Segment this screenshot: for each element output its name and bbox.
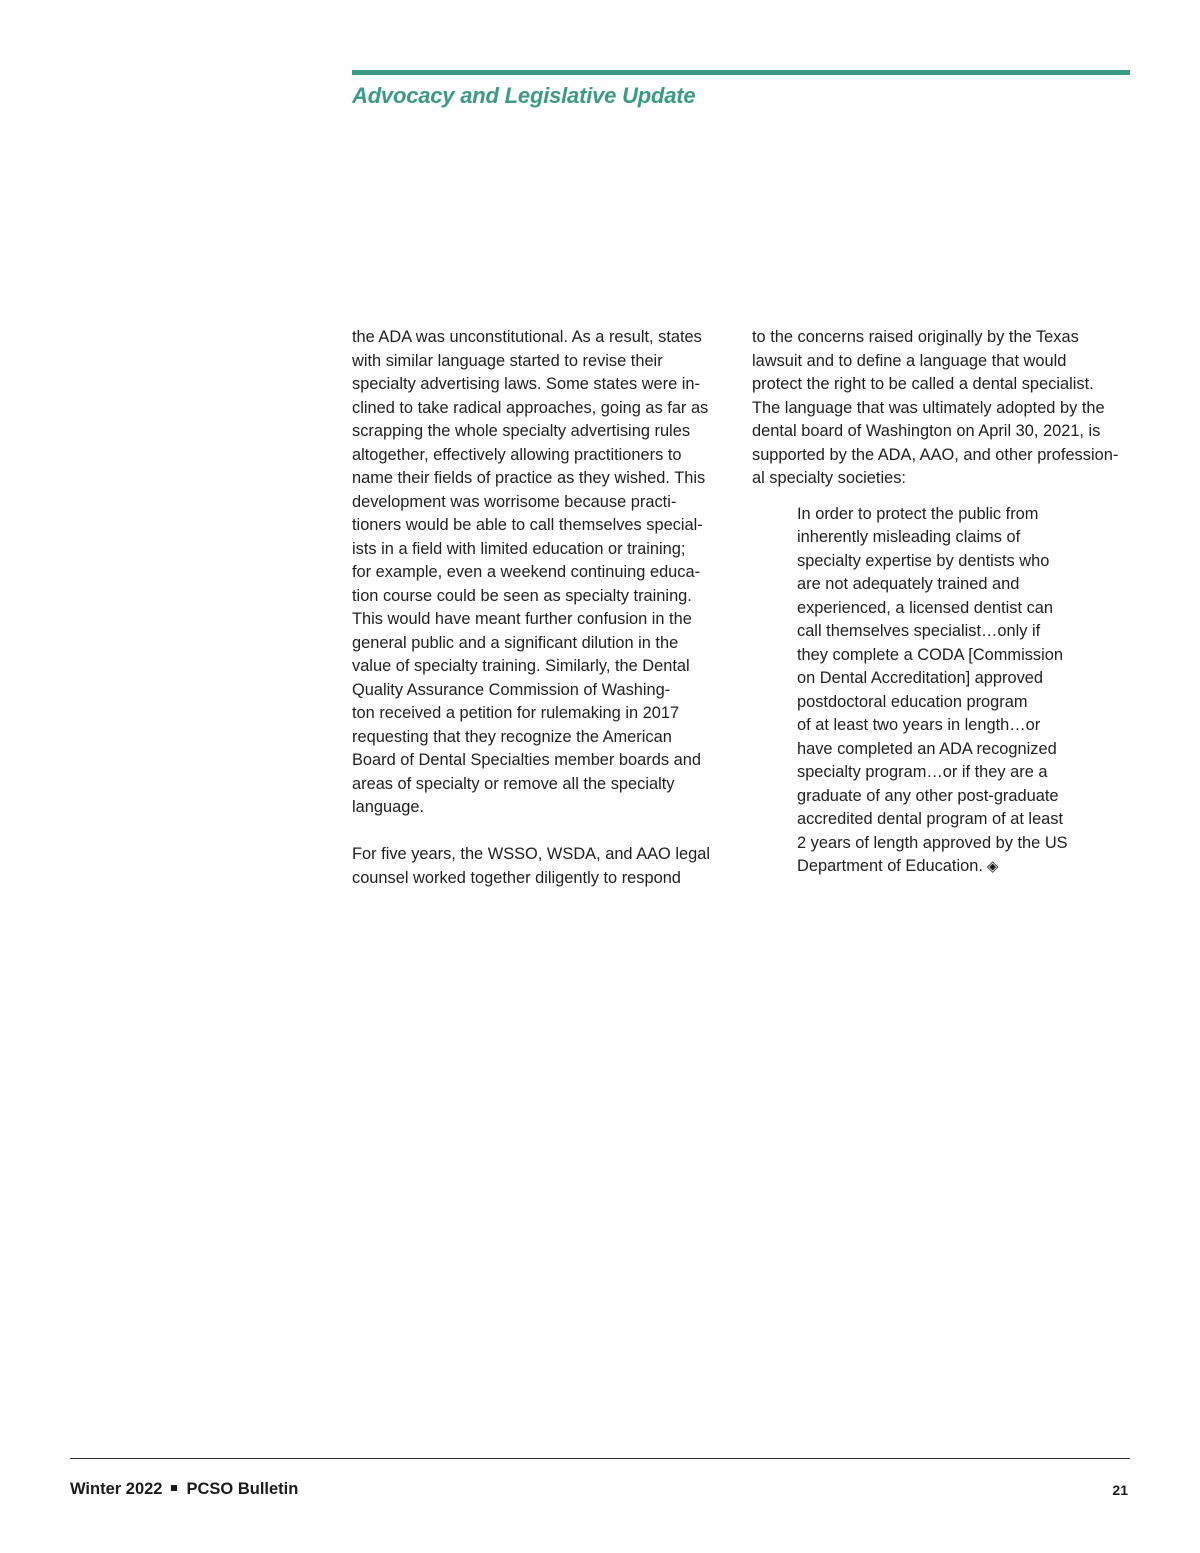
quote-line: of at least two years in length…or: [797, 716, 1041, 734]
footer-issue: Winter 2022: [70, 1480, 163, 1498]
quote-last-text: Department of Education.: [797, 857, 983, 875]
quote-line: 2 years of length approved by the US: [797, 833, 1068, 852]
footer-rule: [70, 1458, 1130, 1459]
text-line: scrapping the whole specialty advertising rules: [352, 422, 691, 440]
quote-line: specialty expertise by dentists who: [797, 551, 1050, 570]
text-line: value of specialty training. Similarly, the Dental: [352, 657, 690, 675]
end-of-article-icon: ◈: [986, 858, 999, 875]
right-column: [752, 326, 1132, 879]
text-line: The language that was ultimately adopted by the: [752, 398, 1105, 417]
footer-publication: PCSO Bulletin: [186, 1480, 299, 1498]
text-line: clined to take radical approaches, going as far as: [352, 398, 709, 417]
quote-line: [797, 855, 1132, 879]
block-quote: [752, 503, 1132, 879]
text-line: counsel worked together diligently to respond: [352, 868, 681, 887]
page-number: 21: [1112, 1482, 1128, 1498]
left-paragraph-1: [352, 326, 732, 820]
text-line: specialty advertising laws. Some states were in-: [352, 375, 700, 393]
text-line: tion course could be seen as specialty training.: [352, 586, 692, 605]
text-line: altogether, effectively allowing practitioners to: [352, 445, 682, 464]
text-line: ists in a field with limited education or training;: [352, 539, 686, 558]
text-line: name their fields of practice as they wished. This: [352, 469, 706, 487]
quote-line: specialty program…or if they are a: [797, 763, 1048, 781]
text-line: Board of Dental Specialties member boards and: [352, 751, 701, 769]
section-title: Advocacy and Legislative Update: [352, 83, 696, 108]
quote-line: have completed an ADA recognized: [797, 739, 1057, 758]
quote-line: experienced, a licensed dentist can: [797, 598, 1054, 617]
quote-line: postdoctoral education program: [797, 692, 1028, 711]
quote-line: inherently misleading claims of: [797, 528, 1021, 546]
left-column: [352, 326, 732, 890]
text-line: For five years, the WSSO, WSDA, and AAO legal: [352, 845, 710, 863]
text-line: Quality Assurance Commission of Washing-: [352, 680, 671, 699]
quote-line: they complete a CODA [Commission: [797, 645, 1063, 664]
left-paragraph-2: [352, 843, 732, 890]
text-line: for example, even a weekend continuing educa-: [352, 563, 701, 581]
text-line: with similar language started to revise their: [352, 351, 663, 370]
quote-line: accredited dental program of at least: [797, 810, 1064, 828]
text-line: tioners would be able to call themselves special-: [352, 516, 703, 534]
header-rule: [352, 70, 1130, 75]
text-line: protect the right to be called a dental specialist.: [752, 375, 1094, 393]
text-line: dental board of Washington on April 30, 2021, is: [752, 422, 1101, 440]
footer-issue-info: [70, 1480, 298, 1499]
text-line: development was worrisome because practi-: [352, 492, 677, 511]
text-line: requesting that they recognize the American: [352, 727, 672, 746]
quote-line: are not adequately trained and: [797, 575, 1020, 593]
text-line: This would have meant further confusion in the: [352, 610, 692, 628]
text-line: ton received a petition for rulemaking in 2017: [352, 704, 680, 722]
text-line: to the concerns raised originally by the Texas: [752, 328, 1079, 346]
quote-line: call themselves specialist…only if: [797, 622, 1041, 640]
text-line: lawsuit and to define a language that would: [752, 351, 1067, 370]
square-bullet-icon: [171, 1485, 177, 1491]
text-line: supported by the ADA, AAO, and other profession-: [752, 445, 1119, 464]
text-line: areas of specialty or remove all the specialty: [352, 774, 675, 793]
right-paragraph-1: [752, 326, 1132, 491]
text-line: the ADA was unconstitutional. As a result, states: [352, 328, 702, 346]
text-line: general public and a significant dilution in the: [352, 633, 679, 652]
text-line: language.: [352, 798, 425, 816]
quote-line: In order to protect the public from: [797, 504, 1039, 523]
text-line: al specialty societies:: [752, 469, 906, 487]
quote-line: graduate of any other post-graduate: [797, 786, 1059, 805]
quote-line: on Dental Accreditation] approved: [797, 669, 1044, 687]
paragraph-gap: [352, 820, 732, 844]
